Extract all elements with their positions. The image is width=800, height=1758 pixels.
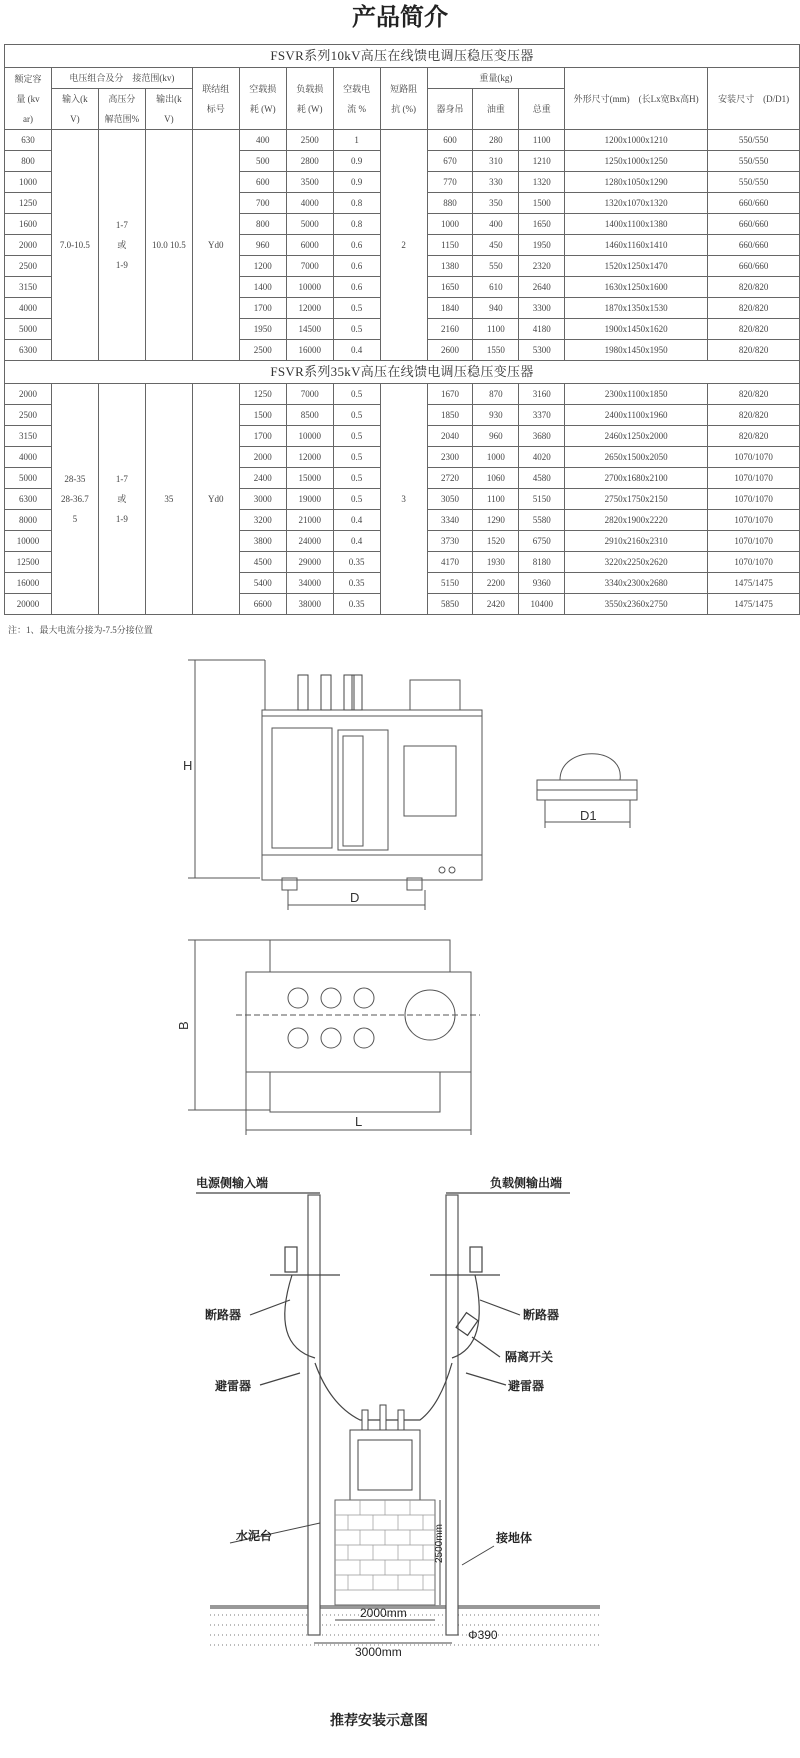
header-connection: 联结组 标号 — [192, 68, 239, 130]
label-diameter: Φ390 — [468, 1628, 498, 1642]
cell-noload-loss: 400 — [239, 130, 286, 151]
cell-install-size: 1070/1070 — [708, 510, 800, 531]
cell-oil-weight: 930 — [473, 405, 519, 426]
table-title-10kv: FSVR系列10kV高压在线馈电调压稳压变压器 — [5, 45, 800, 68]
cell-total-weight: 3300 — [519, 298, 565, 319]
label-height: 2500mm — [434, 1524, 445, 1563]
cell-dimensions: 3220x2250x2620 — [565, 552, 708, 573]
cell-install-size: 1070/1070 — [708, 552, 800, 573]
cell-body-weight: 2160 — [427, 319, 473, 340]
cell-noload-current: 0.5 — [333, 489, 380, 510]
cell-load-loss: 2500 — [286, 130, 333, 151]
cell-oil-weight: 870 — [473, 384, 519, 405]
page-title: 产品简介 — [352, 3, 448, 31]
cell-dimensions: 1980x1450x1950 — [565, 340, 708, 361]
table-row — [5, 130, 800, 151]
cell-load-loss: 14500 — [286, 319, 333, 340]
cell-capacity: 4000 — [5, 447, 52, 468]
cell-dimensions: 1320x1070x1320 — [565, 193, 708, 214]
cell-oil-weight: 940 — [473, 298, 519, 319]
cell-body-weight: 1840 — [427, 298, 473, 319]
cell-body-weight: 3050 — [427, 489, 473, 510]
label-concrete-base: 水泥台 — [236, 1529, 273, 1543]
cell-total-weight: 1100 — [519, 130, 565, 151]
cell-total-weight: 9360 — [519, 573, 565, 594]
cell-oil-weight: 400 — [473, 214, 519, 235]
cell-total-weight: 5300 — [519, 340, 565, 361]
cell-body-weight: 1380 — [427, 256, 473, 277]
cell-oil-weight: 1550 — [473, 340, 519, 361]
cell-dimensions: 1280x1050x1290 — [565, 172, 708, 193]
cell-install-size: 820/820 — [708, 319, 800, 340]
cell-oil-weight: 450 — [473, 235, 519, 256]
cell-load-loss: 2800 — [286, 151, 333, 172]
label-b: B — [176, 1021, 191, 1030]
cell-install-size: 1475/1475 — [708, 573, 800, 594]
cell-load-loss: 5000 — [286, 214, 333, 235]
cell-dimensions: 3340x2300x2680 — [565, 573, 708, 594]
cell-capacity: 2000 — [5, 235, 52, 256]
cell-install-size: 820/820 — [708, 384, 800, 405]
cell-install-size: 820/820 — [708, 405, 800, 426]
cell-total-weight: 5580 — [519, 510, 565, 531]
cell-body-weight: 5150 — [427, 573, 473, 594]
cell-noload-current: 0.5 — [333, 319, 380, 340]
cell-capacity: 5000 — [5, 468, 52, 489]
cell-noload-current: 0.8 — [333, 193, 380, 214]
cell-dimensions: 2460x1250x2000 — [565, 426, 708, 447]
cell-capacity: 630 — [5, 130, 52, 151]
cell-body-weight: 2600 — [427, 340, 473, 361]
cell-noload-loss: 1400 — [239, 277, 286, 298]
cell-install-size: 820/820 — [708, 340, 800, 361]
cell-oil-weight: 280 — [473, 130, 519, 151]
header-body-weight: 器身吊 — [427, 89, 473, 130]
cell-oil-weight: 960 — [473, 426, 519, 447]
cell-total-weight: 1650 — [519, 214, 565, 235]
group-10kv-impedance: 2 — [380, 130, 427, 361]
cell-dimensions: 2400x1100x1960 — [565, 405, 708, 426]
header-noload-loss: 空载损 耗 (W) — [239, 68, 286, 130]
table-title-35kv: FSVR系列35kV高压在线馈电调压稳压变压器 — [5, 361, 800, 384]
cell-load-loss: 29000 — [286, 552, 333, 573]
cell-body-weight: 3730 — [427, 531, 473, 552]
cell-noload-current: 0.5 — [333, 426, 380, 447]
cell-oil-weight: 350 — [473, 193, 519, 214]
cell-noload-loss: 800 — [239, 214, 286, 235]
cell-oil-weight: 310 — [473, 151, 519, 172]
cell-install-size: 550/550 — [708, 130, 800, 151]
header-install: 安装尺寸 (D/D1) — [708, 68, 800, 130]
cell-body-weight: 2040 — [427, 426, 473, 447]
cell-load-loss: 34000 — [286, 573, 333, 594]
cell-capacity: 1600 — [5, 214, 52, 235]
cell-noload-loss: 960 — [239, 235, 286, 256]
cell-oil-weight: 330 — [473, 172, 519, 193]
spec-table — [4, 44, 800, 615]
cell-noload-loss: 3800 — [239, 531, 286, 552]
top-view-drawing — [0, 930, 800, 1160]
cell-noload-loss: 600 — [239, 172, 286, 193]
cell-total-weight: 1320 — [519, 172, 565, 193]
cell-noload-current: 0.9 — [333, 172, 380, 193]
cell-total-weight: 4580 — [519, 468, 565, 489]
header-input: 输入(k V) — [51, 89, 98, 130]
cell-load-loss: 12000 — [286, 447, 333, 468]
group-10kv-connection: Yd0 — [192, 130, 239, 361]
cell-capacity: 800 — [5, 151, 52, 172]
label-breaker-right: 断路器 — [523, 1308, 560, 1322]
cell-capacity: 12500 — [5, 552, 52, 573]
cell-noload-loss: 700 — [239, 193, 286, 214]
cell-capacity: 4000 — [5, 298, 52, 319]
cell-dimensions: 1870x1350x1530 — [565, 298, 708, 319]
cell-noload-current: 0.6 — [333, 256, 380, 277]
cell-body-weight: 3340 — [427, 510, 473, 531]
group-35kv-connection: Yd0 — [192, 384, 239, 615]
cell-noload-loss: 2500 — [239, 340, 286, 361]
header-noload-current: 空载电 流 % — [333, 68, 380, 130]
cell-oil-weight: 1930 — [473, 552, 519, 573]
cell-capacity: 6300 — [5, 340, 52, 361]
cell-install-size: 660/660 — [708, 193, 800, 214]
cell-noload-current: 0.4 — [333, 340, 380, 361]
label-h: H — [183, 758, 193, 773]
cell-noload-loss: 2400 — [239, 468, 286, 489]
label-arrester-right: 避雷器 — [508, 1379, 545, 1393]
cell-capacity: 8000 — [5, 510, 52, 531]
group-35kv-output: 35 — [145, 384, 192, 615]
cell-load-loss: 10000 — [286, 426, 333, 447]
label-breaker-left: 断路器 — [205, 1308, 242, 1322]
cell-oil-weight: 2200 — [473, 573, 519, 594]
cell-noload-loss: 1950 — [239, 319, 286, 340]
cell-noload-current: 0.5 — [333, 447, 380, 468]
group-35kv-impedance: 3 — [380, 384, 427, 615]
cell-noload-current: 0.35 — [333, 594, 380, 615]
cell-total-weight: 2640 — [519, 277, 565, 298]
cell-dimensions: 2300x1100x1850 — [565, 384, 708, 405]
cell-capacity: 20000 — [5, 594, 52, 615]
cell-noload-loss: 5400 — [239, 573, 286, 594]
header-total-weight: 总重 — [519, 89, 565, 130]
header-oil-weight: 油重 — [473, 89, 519, 130]
cell-load-loss: 3500 — [286, 172, 333, 193]
cell-load-loss: 7000 — [286, 384, 333, 405]
install-diagram — [0, 1165, 800, 1758]
cell-noload-current: 0.4 — [333, 510, 380, 531]
label-width-3000: 3000mm — [355, 1645, 402, 1659]
cell-capacity: 10000 — [5, 531, 52, 552]
cell-capacity: 2500 — [5, 256, 52, 277]
cell-load-loss: 21000 — [286, 510, 333, 531]
cell-noload-loss: 1500 — [239, 405, 286, 426]
cell-load-loss: 4000 — [286, 193, 333, 214]
cell-oil-weight: 1100 — [473, 319, 519, 340]
cell-load-loss: 24000 — [286, 531, 333, 552]
cell-noload-current: 0.5 — [333, 405, 380, 426]
cell-capacity: 5000 — [5, 319, 52, 340]
cell-body-weight: 2720 — [427, 468, 473, 489]
cell-dimensions: 1900x1450x1620 — [565, 319, 708, 340]
header-capacity: 额定容 量 (kv ar) — [5, 68, 52, 130]
cell-noload-current: 0.35 — [333, 573, 380, 594]
cell-body-weight: 600 — [427, 130, 473, 151]
cell-body-weight: 880 — [427, 193, 473, 214]
cell-capacity: 3150 — [5, 426, 52, 447]
cell-install-size: 1070/1070 — [708, 531, 800, 552]
cell-dimensions: 1400x1100x1380 — [565, 214, 708, 235]
cell-body-weight: 1850 — [427, 405, 473, 426]
cell-noload-loss: 1250 — [239, 384, 286, 405]
group-35kv-tap-range: 1-7 或 1-9 — [98, 384, 145, 615]
cell-install-size: 1070/1070 — [708, 489, 800, 510]
cell-noload-current: 0.5 — [333, 298, 380, 319]
cell-oil-weight: 610 — [473, 277, 519, 298]
cell-body-weight: 1650 — [427, 277, 473, 298]
cell-load-loss: 16000 — [286, 340, 333, 361]
cell-dimensions: 3550x2360x2750 — [565, 594, 708, 615]
cell-noload-loss: 3200 — [239, 510, 286, 531]
group-10kv-tap-range: 1-7 或 1-9 — [98, 130, 145, 361]
cell-dimensions: 2750x1750x2150 — [565, 489, 708, 510]
label-source-input: 电源侧输入端 — [196, 1176, 269, 1190]
cell-install-size: 1475/1475 — [708, 594, 800, 615]
cell-install-size: 550/550 — [708, 151, 800, 172]
cell-capacity: 2000 — [5, 384, 52, 405]
cell-load-loss: 10000 — [286, 277, 333, 298]
cell-oil-weight: 2420 — [473, 594, 519, 615]
header-output: 输出(k V) — [145, 89, 192, 130]
cell-capacity: 2500 — [5, 405, 52, 426]
cell-noload-current: 0.8 — [333, 214, 380, 235]
cell-total-weight: 6750 — [519, 531, 565, 552]
cell-total-weight: 3680 — [519, 426, 565, 447]
cell-total-weight: 5150 — [519, 489, 565, 510]
cell-install-size: 820/820 — [708, 426, 800, 447]
header-weight: 重量(kg) — [427, 68, 565, 89]
cell-dimensions: 1630x1250x1600 — [565, 277, 708, 298]
label-grounding: 接地体 — [496, 1531, 533, 1545]
cell-noload-current: 0.6 — [333, 235, 380, 256]
cell-noload-current: 1 — [333, 130, 380, 151]
cell-noload-loss: 4500 — [239, 552, 286, 573]
label-width-2000: 2000mm — [360, 1606, 407, 1620]
cell-install-size: 1070/1070 — [708, 468, 800, 489]
label-load-output: 负载侧输出端 — [490, 1176, 563, 1190]
cell-noload-loss: 2000 — [239, 447, 286, 468]
cell-dimensions: 2700x1680x2100 — [565, 468, 708, 489]
cell-capacity: 1000 — [5, 172, 52, 193]
cell-total-weight: 1500 — [519, 193, 565, 214]
cell-load-loss: 8500 — [286, 405, 333, 426]
cell-install-size: 660/660 — [708, 214, 800, 235]
cell-capacity: 6300 — [5, 489, 52, 510]
cell-capacity: 3150 — [5, 277, 52, 298]
cell-noload-current: 0.5 — [333, 468, 380, 489]
table-note: 注：1、最大电流分接为-7.5分接位置 — [8, 625, 153, 635]
cell-body-weight: 1000 — [427, 214, 473, 235]
cell-install-size: 820/820 — [708, 298, 800, 319]
cell-body-weight: 1670 — [427, 384, 473, 405]
cell-total-weight: 4020 — [519, 447, 565, 468]
cell-load-loss: 12000 — [286, 298, 333, 319]
cell-load-loss: 38000 — [286, 594, 333, 615]
cell-body-weight: 2300 — [427, 447, 473, 468]
cell-total-weight: 1950 — [519, 235, 565, 256]
header-dimensions: 外形尺寸(mm) (长Lx宽Bx高H) — [565, 68, 708, 130]
cell-noload-current: 0.4 — [333, 531, 380, 552]
cell-noload-loss: 1700 — [239, 298, 286, 319]
cell-total-weight: 3370 — [519, 405, 565, 426]
cell-total-weight: 1210 — [519, 151, 565, 172]
cell-body-weight: 4170 — [427, 552, 473, 573]
cell-noload-loss: 1700 — [239, 426, 286, 447]
cell-install-size: 660/660 — [708, 235, 800, 256]
cell-dimensions: 1250x1000x1250 — [565, 151, 708, 172]
cell-oil-weight: 1100 — [473, 489, 519, 510]
group-10kv-input-range: 7.0-10.5 — [51, 130, 98, 361]
cell-dimensions: 2910x2160x2310 — [565, 531, 708, 552]
header-hv-tap: 高压分 解范围% — [98, 89, 145, 130]
cell-dimensions: 2820x1900x2220 — [565, 510, 708, 531]
cell-total-weight: 3160 — [519, 384, 565, 405]
cell-dimensions: 1520x1250x1470 — [565, 256, 708, 277]
group-10kv-output: 10.0 10.5 — [145, 130, 192, 361]
cell-load-loss: 7000 — [286, 256, 333, 277]
cell-dimensions: 1200x1000x1210 — [565, 130, 708, 151]
cell-total-weight: 10400 — [519, 594, 565, 615]
label-arrester-left: 避雷器 — [215, 1379, 252, 1393]
cell-body-weight: 5850 — [427, 594, 473, 615]
cell-capacity: 16000 — [5, 573, 52, 594]
cell-noload-loss: 3000 — [239, 489, 286, 510]
cell-dimensions: 1460x1160x1410 — [565, 235, 708, 256]
cell-noload-current: 0.9 — [333, 151, 380, 172]
header-voltage-group: 电压组合及分 接范围(kv) — [51, 68, 192, 89]
label-isolating-switch: 隔离开关 — [505, 1350, 554, 1364]
label-d: D — [350, 890, 360, 905]
cell-body-weight: 670 — [427, 151, 473, 172]
label-l: L — [355, 1114, 363, 1129]
group-35kv-input-range: 28-35 28-36.7 5 — [51, 384, 98, 615]
cell-noload-loss: 500 — [239, 151, 286, 172]
table-row — [5, 384, 800, 405]
cell-load-loss: 19000 — [286, 489, 333, 510]
cell-install-size: 1070/1070 — [708, 447, 800, 468]
cell-install-size: 820/820 — [708, 277, 800, 298]
cell-install-size: 660/660 — [708, 256, 800, 277]
cell-oil-weight: 1290 — [473, 510, 519, 531]
cell-load-loss: 15000 — [286, 468, 333, 489]
cell-total-weight: 8180 — [519, 552, 565, 573]
cell-noload-loss: 1200 — [239, 256, 286, 277]
cell-noload-loss: 6600 — [239, 594, 286, 615]
cell-oil-weight: 550 — [473, 256, 519, 277]
header-load-loss: 负载损 耗 (W) — [286, 68, 333, 130]
cell-noload-current: 0.35 — [333, 552, 380, 573]
front-view-drawing — [0, 650, 800, 920]
header-impedance: 短路阻 抗 (%) — [380, 68, 427, 130]
cell-total-weight: 2320 — [519, 256, 565, 277]
install-caption: 推荐安装示意图 — [330, 1712, 428, 1728]
cell-body-weight: 1150 — [427, 235, 473, 256]
cell-body-weight: 770 — [427, 172, 473, 193]
cell-load-loss: 6000 — [286, 235, 333, 256]
cell-total-weight: 4180 — [519, 319, 565, 340]
cell-oil-weight: 1520 — [473, 531, 519, 552]
label-d1: D1 — [580, 808, 597, 823]
cell-oil-weight: 1000 — [473, 447, 519, 468]
cell-noload-current: 0.5 — [333, 384, 380, 405]
cell-dimensions: 2650x1500x2050 — [565, 447, 708, 468]
cell-install-size: 550/550 — [708, 172, 800, 193]
cell-noload-current: 0.6 — [333, 277, 380, 298]
cell-capacity: 1250 — [5, 193, 52, 214]
cell-oil-weight: 1060 — [473, 468, 519, 489]
